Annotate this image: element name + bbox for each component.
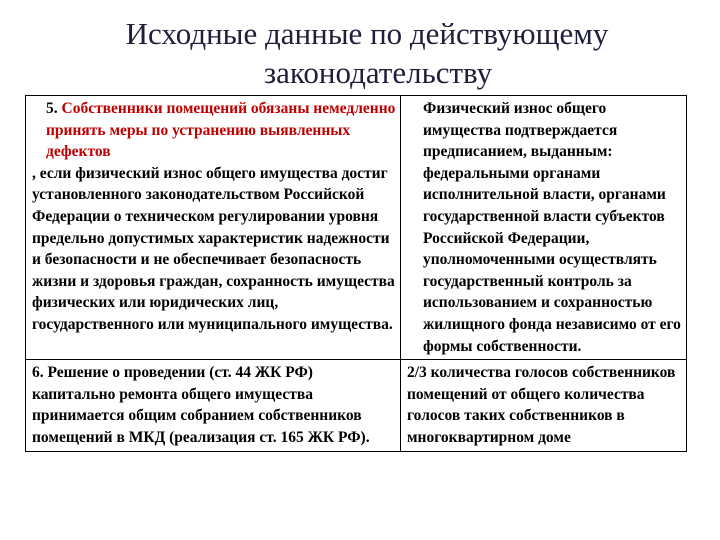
cell-repair-decision: [26, 360, 401, 451]
table-row: [26, 96, 687, 360]
cell-votes-required: [401, 360, 687, 451]
table-row: [26, 360, 687, 451]
cell-text: , если физический износ общего имущества достиг установленного законодательством Российской Федерации о техническом регулировании уровня предельно допустимых характеристик надежности и безопасности и не обеспечивает безопасность жизни и здоровья граждан, сохранность имущества физических или юридических лиц, государственного или муниципального имущества.: [32, 164, 395, 333]
slide-title-line-2: законодательству: [263, 55, 493, 90]
slide-title-line-1: Исходные данные по действующему: [125, 16, 609, 51]
highlighted-text: Собственники помещений обязаны немедленно принять меры по устранению выявленных дефектов: [46, 100, 396, 161]
slide-title: [0, 14, 720, 92]
legislation-table: [25, 95, 687, 452]
cell-wear-confirmation: [401, 96, 687, 360]
item-number: 5.: [46, 100, 58, 117]
cell-text: Физический износ общего имущества подтверждается предписанием, выданным: федеральными органами исполнительной власти, органами государственной власти субъектов Российской Федерации, уполномоченными осуществлять государственный контроль за использованием и сохранностью жилищного фонда независимо от его формы собственности.: [423, 100, 681, 355]
cell-text: 6. Решение о проведении (ст. 44 ЖК РФ) капитально ремонта общего имущества принимается общим собранием собственников помещений в МКД (реализация ст. 165 ЖК РФ).: [32, 364, 370, 446]
cell-owners-obligation: [26, 96, 401, 360]
cell-text: 2/3 количества голосов собственников помещений от общего количества голосов таких собственников в многоквартирном доме: [407, 364, 676, 446]
